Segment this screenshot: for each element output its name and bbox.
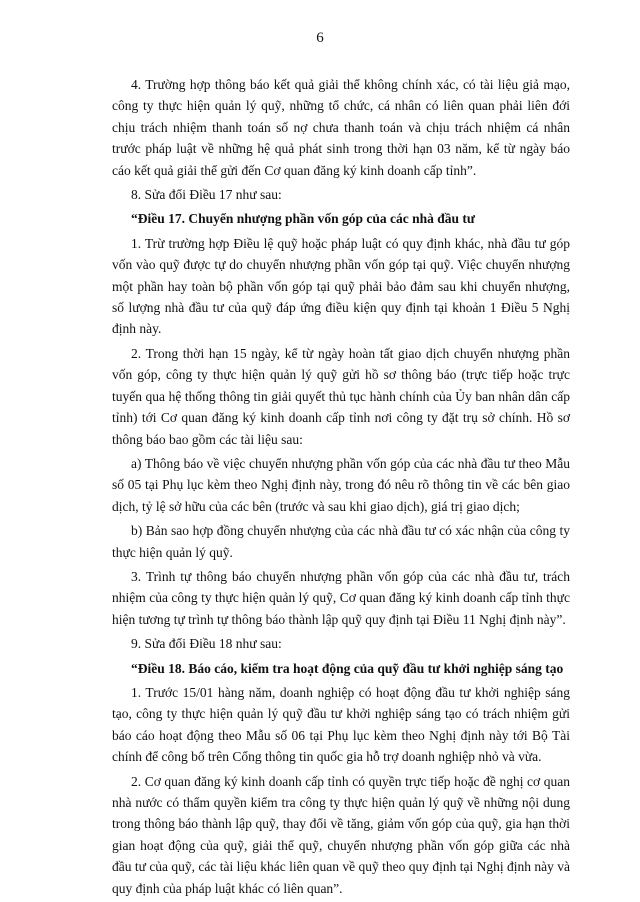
paragraph-article-17-clause-2: 2. Trong thời hạn 15 ngày, kể từ ngày hoàn tất giao dịch chuyển nhượng phần vốn góp, công ty thực hiện quản lý quỹ gửi hồ sơ thông báo (trực tiếp hoặc trực tuyến qua hệ thống thông tin giải quyết thủ tục hành chính của Ủy ban nhân dân cấp tỉnh) tới Cơ quan đăng ký kinh doanh cấp tỉnh nơi công ty đặt trụ sở chính. Hồ sơ thông báo bao gồm các tài liệu sau: bbox=[112, 345, 570, 447]
heading-article-18: “Điều 18. Báo cáo, kiểm tra hoạt động của quỹ đầu tư khởi nghiệp sáng tạo bbox=[131, 660, 564, 676]
heading-article-17: “Điều 17. Chuyển nhượng phần vốn góp của các nhà đầu tư bbox=[131, 211, 476, 227]
paragraph-article-17-clause-3: 3. Trình tự thông báo chuyển nhượng phần vốn góp của các nhà đầu tư, trách nhiệm của công ty thực hiện quản lý quỹ, Cơ quan đăng ký kinh doanh cấp tỉnh thực hiện tương tự trình tự thông báo thành lập quỹ quy định tại Điều 11 Nghị định này”. bbox=[112, 568, 570, 627]
paragraph-article-18-clause-1: 1. Trước 15/01 hàng năm, doanh nghiệp có hoạt động đầu tư khởi nghiệp sáng tạo, công ty thực hiện quản lý quỹ đầu tư khởi nghiệp sáng tạo có trách nhiệm gửi báo cáo hoạt động theo Mẫu số 06 tại Phụ lục kèm theo Nghị định này tới Bộ Tài chính để công bố trên Cổng thông tin quốc gia hỗ trợ doanh nghiệp nhỏ và vừa. bbox=[112, 684, 570, 765]
paragraph-clause-4-dissolution: 4. Trường hợp thông báo kết quả giải thể không chính xác, có tài liệu giả mạo, công ty thực hiện quản lý quỹ, những tổ chức, cá nhân có liên quan phải liên đới chịu trách nhiệm thanh toán số nợ chưa thanh toán và chịu trách nhiệm cá nhân trước pháp luật về những hệ quả phát sinh trong thời hạn 03 năm, kể từ ngày báo cáo kết quả giải thể gửi đến Cơ quan đăng ký kinh doanh cấp tỉnh”. bbox=[112, 77, 570, 178]
paragraph-amend-article-17: 8. Sửa đổi Điều 17 như sau: bbox=[131, 187, 282, 203]
paragraph-article-18-clause-2: 2. Cơ quan đăng ký kinh doanh cấp tỉnh có quyền trực tiếp hoặc đề nghị cơ quan nhà nước có thẩm quyền kiểm tra công ty thực hiện quản lý quỹ về những nội dung trong thông báo thành lập quỹ, thay đổi về tăng, giảm vốn góp của quỹ, gia hạn thời gian hoạt động của quỹ, giải thể quỹ, chuyển nhượng phần vốn góp giữa các nhà đầu tư của quỹ, các tài liệu khác liên quan về quỹ theo quy định tại Nghị định này và quy định của pháp luật khác có liên quan”. bbox=[112, 773, 570, 896]
paragraph-amend-article-18: 9. Sửa đổi Điều 18 như sau: bbox=[131, 636, 282, 652]
paragraph-article-17-item-b: b) Bản sao hợp đồng chuyển nhượng của các nhà đầu tư có xác nhận của công ty thực hiện quản lý quỹ. bbox=[112, 523, 570, 560]
page-number: 6 bbox=[316, 30, 324, 46]
paragraph-article-17-item-a: a) Thông báo về việc chuyển nhượng phần vốn góp của các nhà đầu tư theo Mẫu số 05 tại Phụ lục kèm theo Nghị định này, trong đó nêu rõ thông tin về các bên giao dịch, tỷ lệ sở hữu của các bên (trước và sau khi giao dịch), giá trị giao dịch; bbox=[112, 455, 570, 514]
document-body bbox=[112, 74, 570, 902]
paragraph-article-17-clause-1: 1. Trừ trường hợp Điều lệ quỹ hoặc pháp luật có quy định khác, nhà đầu tư góp vốn vào quỹ được tự do chuyển nhượng phần vốn góp tại quỹ. Việc chuyển nhượng một phần hay toàn bộ phần vốn góp tại quỹ phải bảo đảm sau khi chuyển nhượng, số lượng nhà đầu tư của quỹ đáp ứng điều kiện quy định tại khoản 1 Điều 5 Nghị định này. bbox=[112, 235, 570, 337]
